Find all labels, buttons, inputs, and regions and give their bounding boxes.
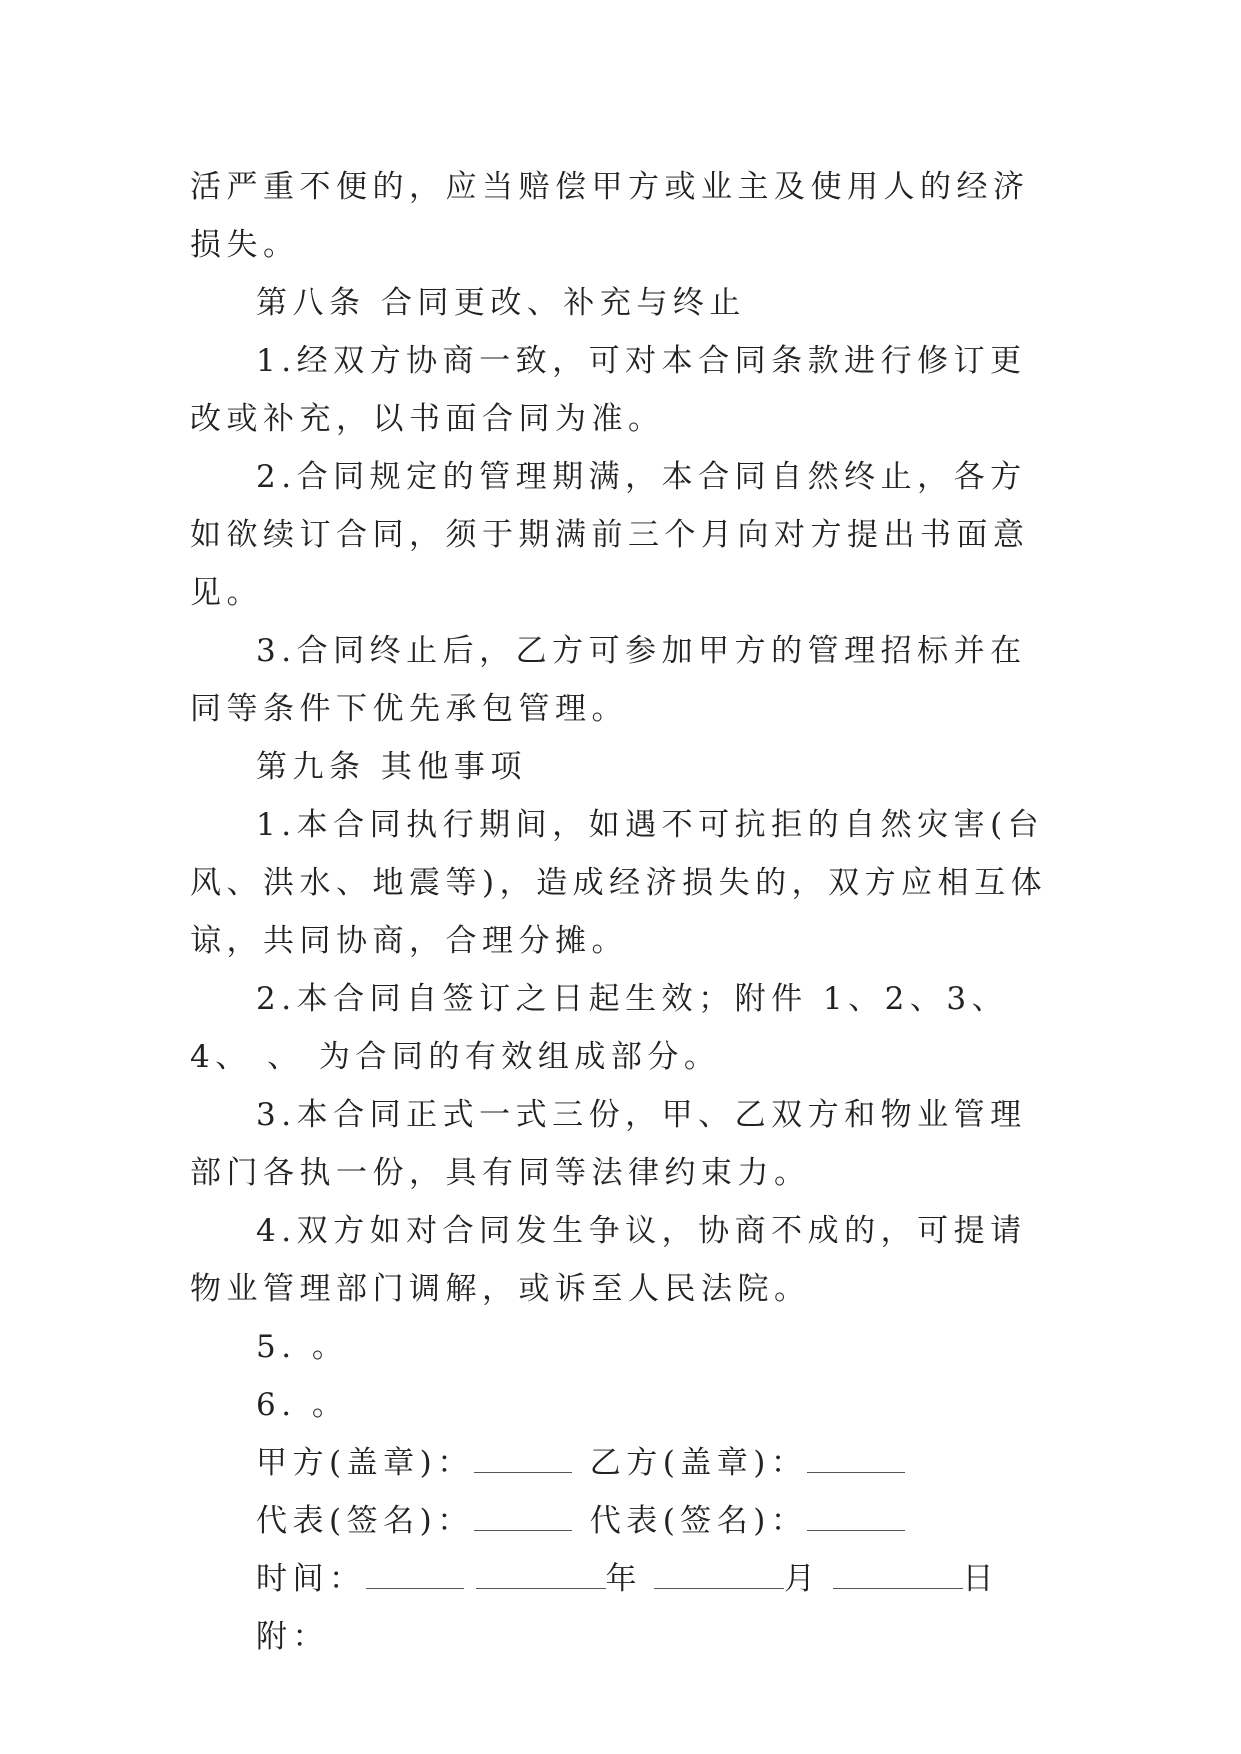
party-a-seal-field[interactable] [474, 1442, 572, 1473]
party-seal-line [190, 1434, 1060, 1492]
appendix-line [190, 1608, 1060, 1666]
article-8-clause-1: 1.经双方协商一致，可对本合同条款进行修订更改或补充，以书面合同为准。 [190, 343, 1027, 437]
document-body [190, 158, 1060, 1666]
time-field[interactable] [366, 1558, 464, 1589]
article-8-heading: 第八条 合同更改、补充与终止 [256, 285, 746, 321]
month-field[interactable] [654, 1558, 784, 1589]
article-9-clause-1: 1.本合同执行期间，如遇不可抗拒的自然灾害(台风、洪水、地震等)，造成经济损失的，双方应相互体谅，共同协商，合理分摊。 [190, 807, 1048, 959]
month-label: 月 [784, 1561, 821, 1597]
day-label: 日 [962, 1561, 999, 1597]
article-9-clause-3: 3.本合同正式一式三份，甲、乙双方和物业管理部门各执一份，具有同等法律约束力。 [190, 1097, 1027, 1191]
representative-sign-line [190, 1492, 1060, 1550]
rep-b-sign-field[interactable] [807, 1500, 905, 1531]
party-b-seal-label: 乙方(盖章)： [589, 1445, 808, 1481]
date-line [190, 1550, 1060, 1608]
rep-a-sign-label: 代表(签名)： [256, 1503, 474, 1539]
party-b-seal-field[interactable] [807, 1442, 905, 1473]
party-a-seal-label: 甲方(盖章)： [256, 1445, 474, 1481]
article-9-clause-2: 2.本合同自签订之日起生效；附件 1、2、3、4、 、 为合同的有效组成部分。 [190, 981, 1009, 1075]
article-8-clause-3: 3.合同终止后，乙方可参加甲方的管理招标并在同等条件下优先承包管理。 [190, 633, 1027, 727]
year-field[interactable] [476, 1558, 606, 1589]
article-9-clause-4: 4.双方如对合同发生争议，协商不成的，可提请物业管理部门调解，或诉至人民法院。 [190, 1213, 1027, 1307]
rep-a-sign-field[interactable] [474, 1500, 572, 1531]
article-9-heading: 第九条 其他事项 [256, 749, 527, 785]
time-label: 时间： [256, 1561, 366, 1597]
rep-b-sign-label: 代表(签名)： [589, 1503, 808, 1539]
article-9-clause-6: 6. 。 [256, 1387, 349, 1423]
article-8-clause-2: 2.合同规定的管理期满，本合同自然终止，各方如欲续订合同，须于期满前三个月向对方提出书面意见。 [190, 459, 1030, 611]
paragraph-continuation: 活严重不便的，应当赔偿甲方或业主及使用人的经济损失。 [190, 169, 1030, 263]
year-label: 年 [605, 1561, 642, 1597]
day-field[interactable] [833, 1558, 963, 1589]
appendix-label: 附： [256, 1619, 329, 1655]
article-9-clause-5: 5. 。 [256, 1329, 349, 1365]
